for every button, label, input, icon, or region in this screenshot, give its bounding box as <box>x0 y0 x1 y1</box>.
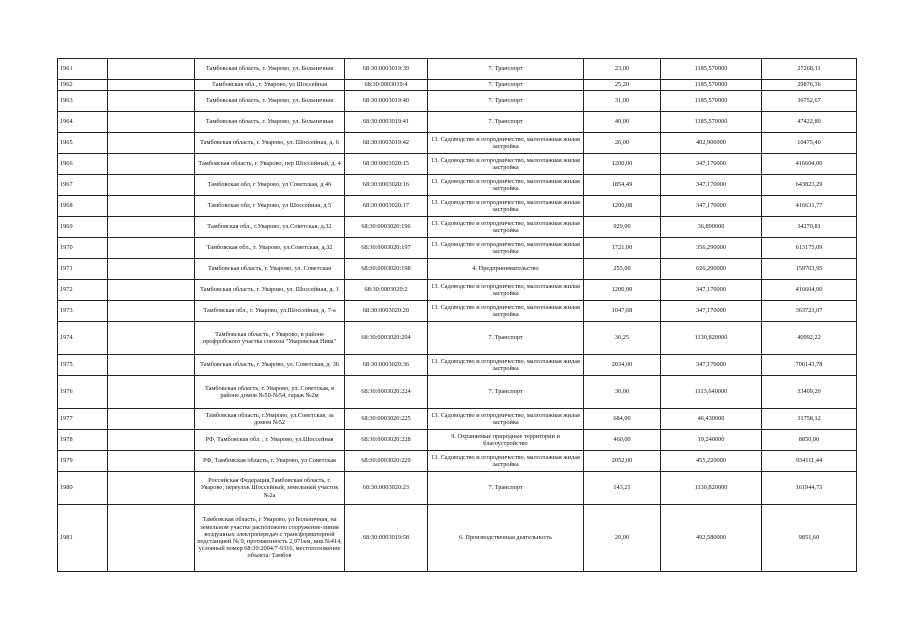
area-cell: 36,25 <box>584 322 661 355</box>
row-number: 1971 <box>58 259 108 280</box>
address-cell: Тамбовская область, г. Уварово, ул. Шоссейная, д. 1 <box>195 280 345 301</box>
rate-cell: 1185,570000 <box>661 59 762 80</box>
rate-cell: 1185,570000 <box>661 112 762 133</box>
table-row <box>58 259 857 280</box>
cadastral-value-cell: 34270,81 <box>762 217 857 238</box>
table-row <box>58 355 857 376</box>
rate-cell: 1130,820000 <box>661 472 762 505</box>
address-cell: Тамбовская обл., г. Уварово, ул.Советская, д.32 <box>195 238 345 259</box>
land-use-cell: 7. Транспорт <box>428 376 584 409</box>
blank-cell <box>108 409 195 430</box>
land-use-cell: 7. Транспорт <box>428 80 584 91</box>
table-row <box>58 430 857 451</box>
blank-cell <box>108 259 195 280</box>
row-number: 1978 <box>58 430 108 451</box>
rate-cell: 1185,570000 <box>661 91 762 112</box>
address-cell: Тамбовская область, г. Уварово, ул. Больничная <box>195 59 345 80</box>
row-number: 1980 <box>58 472 108 505</box>
rate-cell: 1113,640000 <box>661 376 762 409</box>
cadastral-number-cell: 68:30:0003020:224 <box>345 376 428 409</box>
parcel-table <box>57 58 857 572</box>
cadastral-value-cell: 8850,00 <box>762 430 857 451</box>
cadastral-value-cell: 161944,73 <box>762 472 857 505</box>
area-cell: 40,00 <box>584 112 661 133</box>
cadastral-number-cell: 68:30:0003019:39 <box>345 59 428 80</box>
blank-cell <box>108 196 195 217</box>
cadastral-number-cell: 68:30:0003020:23 <box>345 472 428 505</box>
rate-cell: 347,170000 <box>661 280 762 301</box>
address-cell: РФ, Тамбовская область, г. Уварово, ул Советская <box>195 451 345 472</box>
area-cell: 20,00 <box>584 505 661 572</box>
land-use-cell: 13. Садоводство и огородничество, малоэтажная жилая застройка <box>428 409 584 430</box>
cadastral-value-cell: 27268,11 <box>762 59 857 80</box>
rate-cell: 626,290000 <box>661 259 762 280</box>
address-cell: Тамбовская обл., г.Уварово, ул.Советская, д.32 <box>195 217 345 238</box>
land-use-cell: 6. Производственная деятельность <box>428 505 584 572</box>
row-number: 1963 <box>58 91 108 112</box>
blank-cell <box>108 238 195 259</box>
table-row <box>58 91 857 112</box>
rate-cell: 1185,570000 <box>661 80 762 91</box>
cadastral-value-cell: 33409,20 <box>762 376 857 409</box>
land-use-cell: 13. Садоводство и огородничество, малоэтажная жилая застройка <box>428 355 584 376</box>
cadastral-value-cell: 40992,22 <box>762 322 857 355</box>
cadastral-value-cell: 10475,40 <box>762 133 857 154</box>
area-cell: 26,00 <box>584 133 661 154</box>
area-cell: 1200,00 <box>584 280 661 301</box>
cadastral-number-cell: 68:30:0003020:196 <box>345 217 428 238</box>
cadastral-value-cell: 363723,07 <box>762 301 857 322</box>
area-cell: 1200,00 <box>584 154 661 175</box>
land-use-cell: 7. Транспорт <box>428 472 584 505</box>
area-cell: 143,21 <box>584 472 661 505</box>
land-use-cell: 13. Садоводство и огородничество, малоэтажная жилая застройка <box>428 280 584 301</box>
table-row <box>58 133 857 154</box>
area-cell: 255,00 <box>584 259 661 280</box>
cadastral-number-cell: 68:30:0003020:20 <box>345 301 428 322</box>
row-number: 1967 <box>58 175 108 196</box>
address-cell: Тамбовская область, г. Уварово, ул. Больничная <box>195 91 345 112</box>
rate-cell: 347,170000 <box>661 154 762 175</box>
land-use-cell: 13. Садоводство и огородничество, малоэтажная жилая застройка <box>428 133 584 154</box>
row-number: 1962 <box>58 80 108 91</box>
land-use-cell: 13. Садоводство и огородничество, малоэтажная жилая застройка <box>428 217 584 238</box>
land-use-cell: 9. Охраняемые природные территории и благоустройство <box>428 430 584 451</box>
row-number: 1974 <box>58 322 108 355</box>
cadastral-number-cell: 68:30:0003020:225 <box>345 409 428 430</box>
table-row <box>58 472 857 505</box>
address-cell: Тамбовская область, г.Уварово, ул.Советская, за домом №52 <box>195 409 345 430</box>
row-number: 1966 <box>58 154 108 175</box>
area-cell: 25,20 <box>584 80 661 91</box>
table-row <box>58 80 857 91</box>
rate-cell: 492,580000 <box>661 505 762 572</box>
land-use-cell: 7. Транспорт <box>428 112 584 133</box>
cadastral-number-cell: 68:30:0003020:17 <box>345 196 428 217</box>
address-cell: Тамбовская обл, г Уварово, ул Советская, д 46 <box>195 175 345 196</box>
cadastral-number-cell: 68:30:0003019:42 <box>345 133 428 154</box>
table-row <box>58 301 857 322</box>
area-cell: 30,00 <box>584 376 661 409</box>
row-number: 1964 <box>58 112 108 133</box>
address-cell: Тамбовская обл., г. Уварово, ул.Шоссейная, д. 7-а <box>195 301 345 322</box>
area-cell: 23,00 <box>584 59 661 80</box>
blank-cell <box>108 322 195 355</box>
land-use-cell: 13. Садоводство и огородничество, малоэтажная жилая застройка <box>428 196 584 217</box>
cadastral-value-cell: 416604,00 <box>762 280 857 301</box>
cadastral-number-cell: 68:30:0003019:4 <box>345 80 428 91</box>
area-cell: 2052,00 <box>584 451 661 472</box>
address-cell: РФ, Тамбовская обл. , г. Уварово, ул.Шоссейная <box>195 430 345 451</box>
row-number: 1979 <box>58 451 108 472</box>
cadastral-value-cell: 643823,29 <box>762 175 857 196</box>
cadastral-value-cell: 47422,80 <box>762 112 857 133</box>
cadastral-value-cell: 159703,95 <box>762 259 857 280</box>
table-row <box>58 505 857 572</box>
row-number: 1969 <box>58 217 108 238</box>
blank-cell <box>108 505 195 572</box>
blank-cell <box>108 280 195 301</box>
blank-cell <box>108 59 195 80</box>
address-cell: Российская Федерация,Тамбовская область, г. Уварово, переулок Шоссейный, земельный участок №2а <box>195 472 345 505</box>
rate-cell: 402,900000 <box>661 133 762 154</box>
cadastral-number-cell: 68:30:0003020:197 <box>345 238 428 259</box>
blank-cell <box>108 376 195 409</box>
row-number: 1976 <box>58 376 108 409</box>
cadastral-number-cell: 68:30:0003019:40 <box>345 91 428 112</box>
table-row <box>58 409 857 430</box>
rate-cell: 347,170000 <box>661 301 762 322</box>
cadastral-number-cell: 68:30:0003020:229 <box>345 451 428 472</box>
address-cell: Тамбовская обл., г. Уварово, ул Шоссейная <box>195 80 345 91</box>
cadastral-number-cell: 68:30:0003020:2 <box>345 280 428 301</box>
cadastral-number-cell: 68:30:0003019:58 <box>345 505 428 572</box>
table-row <box>58 238 857 259</box>
address-cell: Тамбовская область, г. Уварово, пер Шоссейный, д. 4 <box>195 154 345 175</box>
area-cell: 1721,00 <box>584 238 661 259</box>
address-cell: Тамбовская область, г. Уварово, ул. Шоссейная, д. 6 <box>195 133 345 154</box>
row-number: 1977 <box>58 409 108 430</box>
blank-cell <box>108 91 195 112</box>
cadastral-number-cell: 68:30:0003020:16 <box>345 175 428 196</box>
address-cell: Тамбовская область, г. Уварово, ул. Советская, в районе домов №50-№54, гараж №2м <box>195 376 345 409</box>
rate-cell: 347,170000 <box>661 355 762 376</box>
row-number: 1975 <box>58 355 108 376</box>
area-cell: 929,00 <box>584 217 661 238</box>
rate-cell: 347,170000 <box>661 175 762 196</box>
area-cell: 31,00 <box>584 91 661 112</box>
table-row <box>58 217 857 238</box>
row-number: 1981 <box>58 505 108 572</box>
area-cell: 460,00 <box>584 430 661 451</box>
cadastral-number-cell: 68:30:0003020:36 <box>345 355 428 376</box>
address-cell: Тамбовская обл, г Уварово, ул Шоссейная, д 5 <box>195 196 345 217</box>
land-use-cell: 13. Садоводство и огородничество, малоэтажная жилая застройка <box>428 301 584 322</box>
cadastral-value-cell: 416631,77 <box>762 196 857 217</box>
cadastral-value-cell: 31758,12 <box>762 409 857 430</box>
row-number: 1973 <box>58 301 108 322</box>
blank-cell <box>108 355 195 376</box>
blank-cell <box>108 301 195 322</box>
rate-cell: 356,290000 <box>661 238 762 259</box>
blank-cell <box>108 133 195 154</box>
blank-cell <box>108 112 195 133</box>
table-row <box>58 196 857 217</box>
land-use-cell: 7. Транспорт <box>428 59 584 80</box>
cadastral-number-cell: 68:30:0003020:198 <box>345 259 428 280</box>
address-cell: Тамбовская область, г. Уварово, ул. Больничная <box>195 112 345 133</box>
table-row <box>58 175 857 196</box>
area-cell: 684,00 <box>584 409 661 430</box>
address-cell: Тамбовская область, г. Уварово, ул. Советская, д. 36 <box>195 355 345 376</box>
land-use-cell: 7. Транспорт <box>428 322 584 355</box>
land-use-cell: 13. Садоводство и огородничество, малоэтажная жилая застройка <box>428 451 584 472</box>
area-cell: 2034,00 <box>584 355 661 376</box>
area-cell: 1047,68 <box>584 301 661 322</box>
blank-cell <box>108 472 195 505</box>
address-cell: Тамбовская область, г Уварово, ул Больничная, на земельном участке расположено сооружение-линия воздушных электропередач с трансформаторной подстанцией № 9, протяженность 2,971км, инв.№414, условный номер 68:30:2004/7-9316, местоположение объекта: Тамбов <box>195 505 345 572</box>
address-cell: Тамбовская область, г. Уварово, ул. Советская <box>195 259 345 280</box>
rate-cell: 347,170000 <box>661 196 762 217</box>
row-number: 1972 <box>58 280 108 301</box>
cadastral-value-cell: 416604,00 <box>762 154 857 175</box>
cadastral-number-cell: 68:30:0003020:204 <box>345 322 428 355</box>
row-number: 1968 <box>58 196 108 217</box>
row-number: 1970 <box>58 238 108 259</box>
blank-cell <box>108 80 195 91</box>
cadastral-value-cell: 613175,09 <box>762 238 857 259</box>
blank-cell <box>108 451 195 472</box>
cadastral-number-cell: 68:30:0003019:41 <box>345 112 428 133</box>
land-use-cell: 13. Садоводство и огородничество, малоэтажная жилая застройка <box>428 154 584 175</box>
table-row <box>58 154 857 175</box>
table-row <box>58 451 857 472</box>
blank-cell <box>108 217 195 238</box>
table-row <box>58 376 857 409</box>
cadastral-value-cell: 934111,44 <box>762 451 857 472</box>
cadastral-value-cell: 29876,36 <box>762 80 857 91</box>
rate-cell: 1130,820000 <box>661 322 762 355</box>
cadastral-value-cell: 36752,67 <box>762 91 857 112</box>
blank-cell <box>108 430 195 451</box>
rate-cell: 46,430000 <box>661 409 762 430</box>
table-body <box>58 59 857 572</box>
table-row <box>58 322 857 355</box>
blank-cell <box>108 175 195 196</box>
blank-cell <box>108 154 195 175</box>
land-use-cell: 4. Предпринимательство <box>428 259 584 280</box>
area-cell: 1854,49 <box>584 175 661 196</box>
row-number: 1961 <box>58 59 108 80</box>
cadastral-number-cell: 68:30:0003020:228 <box>345 430 428 451</box>
cadastral-number-cell: 68:30:0003020:15 <box>345 154 428 175</box>
table-row <box>58 112 857 133</box>
land-use-cell: 7. Транспорт <box>428 91 584 112</box>
rate-cell: 455,220000 <box>661 451 762 472</box>
table-row <box>58 280 857 301</box>
row-number: 1965 <box>58 133 108 154</box>
cadastral-value-cell: 9851,60 <box>762 505 857 572</box>
rate-cell: 36,890000 <box>661 217 762 238</box>
table-row <box>58 59 857 80</box>
address-cell: Тамбовская область, г Уварово, в районе профробского участка совхоза "Уваровская Нива" <box>195 322 345 355</box>
area-cell: 1200,08 <box>584 196 661 217</box>
land-use-cell: 13. Садоводство и огородничество, малоэтажная жилая застройка <box>428 238 584 259</box>
land-use-cell: 13. Садоводство и огородничество, малоэтажная жилая застройка <box>428 175 584 196</box>
cadastral-value-cell: 706143,78 <box>762 355 857 376</box>
rate-cell: 19,240000 <box>661 430 762 451</box>
